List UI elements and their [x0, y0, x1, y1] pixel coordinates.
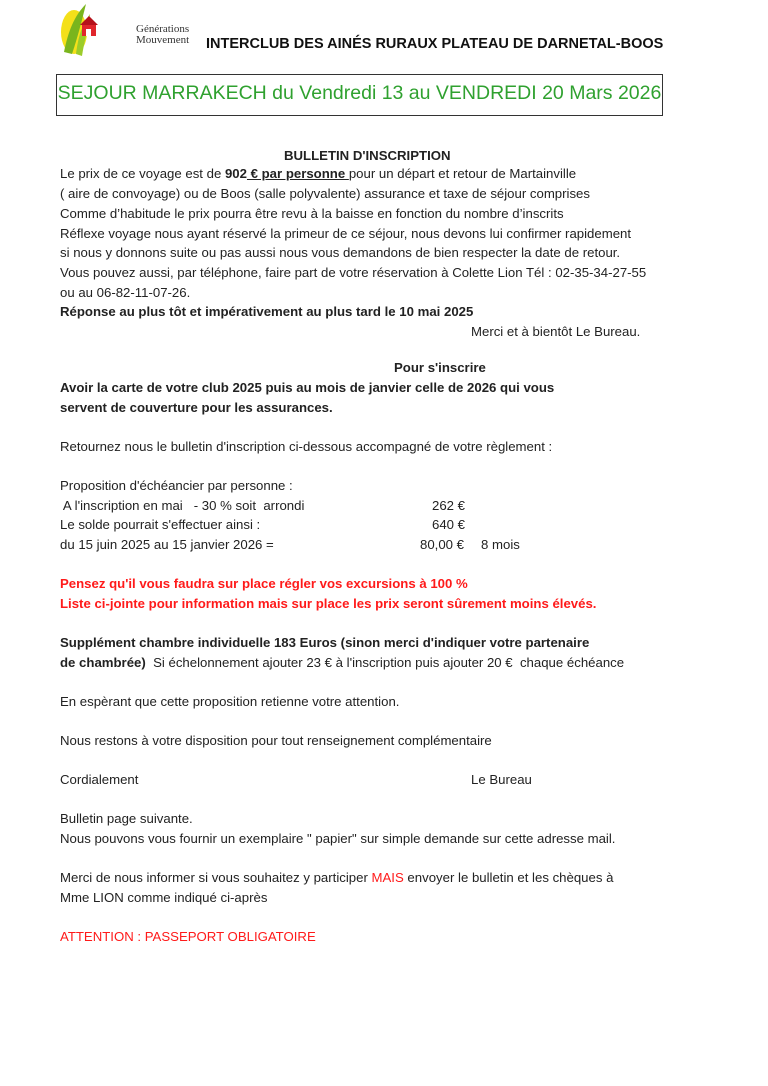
price-suffix: pour un départ et retour de Martainville: [348, 166, 577, 181]
inform-suffix: envoyer le bulletin et les chèques à: [403, 870, 614, 885]
bulletin-line-5: si nous y donnons suite ou pas aussi nous vous demandons de bien respecter la date de retour.: [60, 245, 621, 260]
card-line-1: Avoir la carte de votre club 2025 puis au mois de janvier celle de 2026 qui vous: [60, 380, 555, 395]
available-text: Nous restons à votre disposition pour tout renseignement complémentaire: [60, 733, 492, 748]
passport-warning: ATTENTION : PASSEPORT OBLIGATOIRE: [60, 929, 316, 944]
trip-banner-text: SEJOUR MARRAKECH du Vendredi 13 au VENDREDI 20 Mars 2026: [57, 82, 662, 104]
schedule-row-label: Le solde pourrait s'effectuer ainsi :: [60, 517, 261, 532]
trip-banner: [56, 74, 663, 116]
schedule-row: [60, 496, 466, 515]
excursions-line-1: Pensez qu'il vous faudra sur place régler vos excursions à 100 %: [60, 576, 468, 591]
price-amount: 902: [224, 166, 247, 181]
inform-prefix: Merci de nous informer si vous souhaitez y participer: [60, 870, 372, 885]
next-page-text: Bulletin page suivante.: [60, 811, 193, 826]
bulletin-line-2: ( aire de convoyage) ou de Boos (salle polyvalente) assurance et taxe de séjour comprises: [60, 186, 590, 201]
bulletin-line-7: ou au 06-82-11-07-26.: [60, 285, 191, 300]
return-line: Retournez nous le bulletin d'inscription ci-dessous accompagné de votre règlement :: [60, 439, 553, 454]
generations-mouvement-logo: [56, 2, 190, 58]
bulletin-title: BULLETIN D'INSCRIPTION: [284, 148, 451, 163]
inform-line-2: Mme LION comme indiqué ci-après: [60, 890, 268, 905]
logo-text-generations: Générations: [136, 23, 190, 35]
schedule-row-label: du 15 juin 2025 au 15 janvier 2026 =: [60, 537, 274, 552]
bulletin-line-6: Vous pouvez aussi, par téléphone, faire part de votre réservation à Colette Lion Tél : 02-35-34-27-55: [60, 265, 647, 280]
price-prefix: Le prix de ce voyage est de: [60, 166, 225, 181]
schedule-row-note: 8 mois: [481, 537, 520, 552]
inscription-heading: Pour s'inscrire: [394, 360, 486, 375]
bulletin-line-3: Comme d’habitude le prix pourra être revu à la baisse en fonction du nombre d’inscrits: [60, 206, 564, 221]
inform-line: [60, 868, 613, 887]
hope-text: En espèrant que cette proposition retienne votre attention.: [60, 694, 400, 709]
bulletin-line-4: Réflexe voyage nous ayant réservé la primeur de ce séjour, nous devons lui confirmer rapidement: [60, 226, 632, 241]
schedule-row-amount: 640 €: [432, 517, 466, 532]
regards-text: Cordialement: [60, 772, 139, 787]
supplement-bold: de chambrée): [60, 655, 146, 670]
schedule-row-label: A l'inscription en mai - 30 % soit arrondi: [60, 498, 305, 513]
price-unit: € par personne: [246, 166, 349, 181]
deadline-text: Réponse au plus tôt et impérativement au plus tard le 10 mai 2025: [60, 304, 474, 319]
inform-mais: MAIS: [371, 870, 404, 885]
excursions-line-2: Liste ci-jointe pour information mais sur place les prix seront sûrement moins élevés.: [60, 596, 597, 611]
club-title: INTERCLUB DES AINÉS RURAUX PLATEAU DE DARNETAL-BOOS: [206, 36, 664, 52]
schedule-row: [60, 515, 466, 534]
thanks-text: Merci et à bientôt Le Bureau.: [471, 324, 641, 339]
supplement-rest: Si échelonnement ajouter 23 € à l'inscription puis ajouter 20 € chaque échéance: [145, 655, 625, 670]
card-line-2: servent de couverture pour les assurances.: [60, 400, 333, 415]
paper-copy-text: Nous pouvons vous fournir un exemplaire " papier" sur simple demande sur cette adresse mail.: [60, 831, 616, 846]
schedule-intro: Proposition d'échéancier par personne :: [60, 478, 293, 493]
price-line: [60, 164, 576, 183]
schedule-row-amount: 80,00 €: [420, 537, 464, 552]
schedule-row: [60, 535, 520, 554]
supplement-line-1: Supplément chambre individuelle 183 Euros (sinon merci d'indiquer votre partenaire: [60, 635, 590, 650]
logo-text-mouvement: Mouvement: [136, 34, 190, 46]
supplement-line-2: [60, 653, 624, 672]
signature-text: Le Bureau: [471, 772, 532, 787]
schedule-row-amount: 262 €: [432, 498, 466, 513]
